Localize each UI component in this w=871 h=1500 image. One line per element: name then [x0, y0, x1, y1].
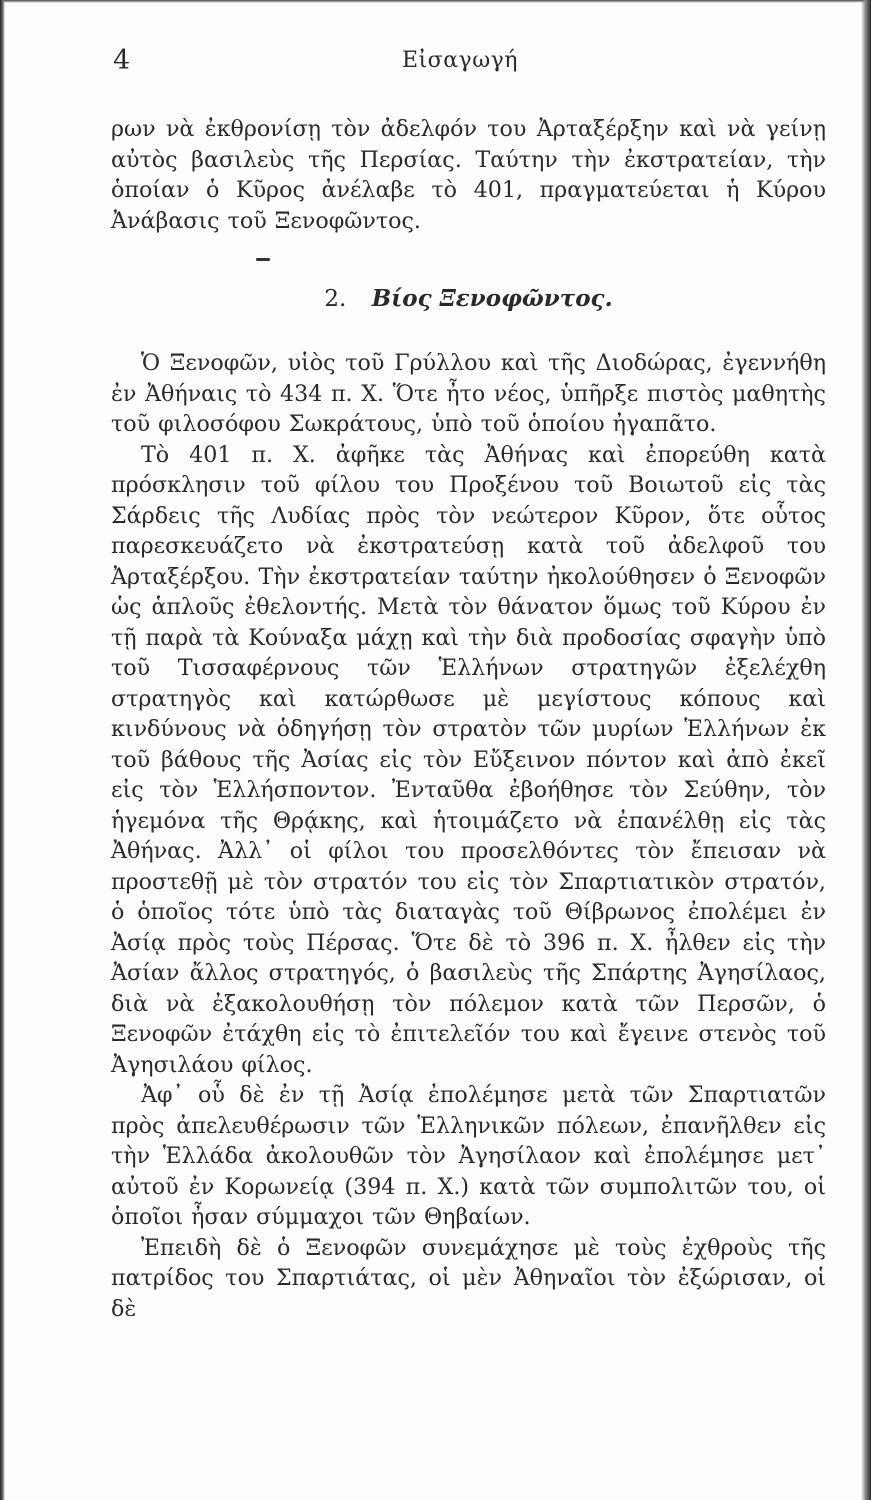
running-head: Εἰσαγωγή	[402, 48, 518, 73]
paragraph-anabasis: Τὸ 401 π. Χ. ἀφῆκε τὰς Ἀθήνας καὶ ἐπορεύθη κατὰ πρόσκλησιν τοῦ φίλου του Προξένου τοῦ Βοιωτοῦ εἰς τὰς Σάρδεις τῆς Λυδίας πρὸς τὸν νεώτερον Κῦρον, ὅτε οὗτος παρεσκευάζετο νὰ ἐκστρατεύσῃ κατὰ τοῦ ἀδελφοῦ του Ἀρταξέρξου. Τὴν ἐκστρατείαν ταύτην ἠκολούθησεν ὁ Ξενοφῶν ὡς ἁπλοῦς ἐθελοντής. Μετὰ τὸν θάνατον ὅμως τοῦ Κύρου ἐν τῇ παρὰ τὰ Κούναξα μάχῃ καὶ τὴν διὰ προδοσίας σφαγὴν ὑπὸ τοῦ Τισσαφέρνους τῶν Ἑλλήνων στρατηγῶν ἐξελέχθη στρατηγὸς καὶ κατώρθωσε μὲ μεγίστους κόπους καὶ κινδύνους νὰ ὁδηγήσῃ τὸν στρατὸν τῶν μυρίων Ἑλλήνων ἐκ τοῦ βάθους τῆς Ἀσίας εἰς τὸν Εὔξεινον πόντον καὶ ἀπὸ ἐκεῖ εἰς τὸν Ἑλλήσποντον. Ἐνταῦθα ἐβοήθησε τὸν Σεύθην, τὸν ἡγεμόνα τῆς Θρᾴκης, καὶ ἡτοιμάζετο νὰ ἐπανέλθῃ εἰς τὰς Ἀθήνας. Ἀλλ᾽ οἱ φίλοι του προσελθόντες τὸν ἔπεισαν νὰ προστεθῇ μὲ τὸν στρατόν του εἰς τὸν Σπαρτιατικὸν στρατόν, ὁ ὁποῖος τότε ὑπὸ τὰς διαταγὰς τοῦ Θίβρωνος ἐπολέμει ἐν Ἀσίᾳ πρὸς τοὺς Πέρσας. Ὅτε δὲ τὸ 396 π. Χ. ἦλθεν εἰς τὴν Ἀσίαν ἄλλος στρατηγός, ὁ βασιλεὺς τῆς Σπάρτης Ἀγησίλαος, διὰ νὰ ἐξακολουθήσῃ τὸν πόλεμον κατὰ τῶν Περσῶν, ὁ Ξενοφῶν ἐτάχθη εἰς τὸ ἐπιτελεῖόν του καὶ ἔγεινε στενὸς τοῦ Ἀγησιλάου φίλος.	[111, 441, 826, 1078]
paragraph-exile: Ἐπειδὴ δὲ ὁ Ξενοφῶν συνεμάχησε μὲ τοὺς ἐχθροὺς τῆς πατρίδος του Σπαρτιάτας, οἱ μὲν Ἀθηναῖοι τὸν ἐξώρισαν, οἱ δὲ	[111, 1234, 826, 1322]
body-text	[111, 114, 826, 1324]
intro-paragraph: ρων νὰ ἐκθρονίσῃ τὸν ἀδελφόν του Ἀρταξέρξην καὶ νὰ γείνῃ αὐτὸς βασιλεὺς τῆς Περσίας. Ταύτην τὴν ἐκστρατείαν, τὴν ὁποίαν ὁ Κῦρος ἀνέλαβε τὸ 401, πραγματεύεται ἡ Κύρου Ἀνάβασις τοῦ Ξενοφῶντος.	[111, 116, 826, 234]
section-heading	[111, 284, 826, 314]
section-number: 2.	[324, 286, 347, 312]
page-top-edge-shadow	[0, 0, 871, 3]
section-title: Βίος Ξενοφῶντος.	[371, 285, 613, 312]
page-left-edge-shadow	[0, 0, 5, 1500]
paragraph-koroneia: Ἀφ᾽ οὗ δὲ ἐν τῇ Ἀσίᾳ ἐπολέμησε μετὰ τῶν Σπαρτιατῶν πρὸς ἀπελευθέρωσιν τῶν Ἑλληνικῶν πόλεων, ἐπανῆλθεν εἰς τὴν Ἑλλάδα ἀκολουθῶν τὸν Ἀγησίλαον καὶ ἐπολέμησε μετ᾽ αὐτοῦ ἐν Κορωνείᾳ (394 π. Χ.) κατὰ τῶν συμπολιτῶν του, οἱ ὁποῖοι ἦσαν σύμμαχοι τῶν Θηβαίων.	[111, 1082, 826, 1230]
page-number: 4	[113, 45, 131, 76]
paragraph-birth: Ὁ Ξενοφῶν, υἱὸς τοῦ Γρύλλου καὶ τῆς Διοδώρας, ἐγεννήθη ἐν Ἀθήναις τὸ 434 π. Χ. Ὅτε ἦτο νέος, ὑπῆρξε πιστὸς μαθητὴς τοῦ φιλοσόφου Σωκράτους, ὑπὸ τοῦ ὁποίου ἠγαπᾶτο.	[111, 350, 826, 437]
page-right-edge-shadow	[861, 0, 871, 1500]
